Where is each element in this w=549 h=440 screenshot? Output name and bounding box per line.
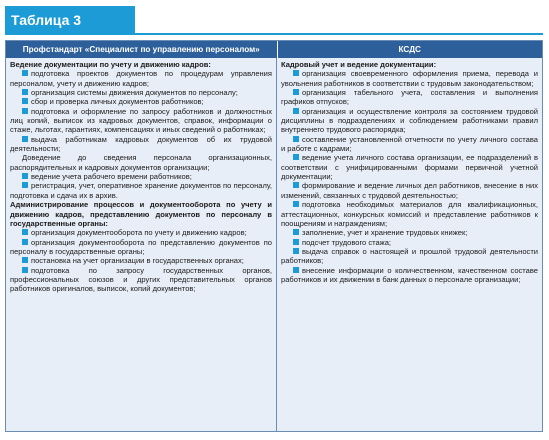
column-header-ksds: КСДС: [398, 45, 421, 54]
bullet-square-icon: [293, 267, 299, 273]
bullet-square-icon: [293, 154, 299, 160]
bullet-square-icon: [22, 89, 28, 95]
bullet-square-icon: [293, 136, 299, 142]
list-item: сбор и проверка личных документов работников;: [10, 97, 272, 106]
table-title: Таблица 3: [5, 6, 135, 34]
bullet-square-icon: [22, 182, 28, 188]
list-item: регистрация, учет, оперативное хранение документов по персоналу, подготовка и сдача их в архив.: [10, 181, 272, 200]
bullet-square-icon: [293, 70, 299, 76]
bullet-square-icon: [22, 267, 28, 273]
section-heading: Кадровый учет и ведение документации:: [281, 60, 437, 69]
section-heading: Ведение документации по учету и движению кадров:: [10, 60, 211, 69]
paragraph: Доведение до сведения персонала организационных, распорядительных и кадровых документов организации;: [10, 153, 272, 172]
list-item: внесение информации о количественном, качественном составе работников и их движении в банк данных о персонале организации;: [281, 265, 538, 284]
bullet-square-icon: [293, 108, 299, 114]
table-header: [6, 41, 542, 58]
list-item: выдача справок о настоящей и прошлой трудовой деятельности работников;: [281, 246, 538, 266]
bullet-square-icon: [293, 201, 299, 207]
bullet-square-icon: [293, 182, 299, 188]
bullet-square-icon: [22, 108, 28, 114]
bullet-square-icon: [22, 98, 28, 104]
comparison-table: [5, 40, 543, 432]
list-item: организация системы движения документов по персоналу;: [10, 88, 272, 97]
bullet-square-icon: [22, 229, 28, 235]
bullet-square-icon: [293, 89, 299, 95]
ksds-cell: [277, 58, 542, 431]
list-item: подсчет трудового стажа;: [281, 238, 538, 247]
list-item: ведение учета личного состава организации, ее подразделений в соответствии с унифицированными формами первичной учетной документации;: [281, 153, 538, 182]
list-item: организация документооборота по учету и движению кадров;: [10, 228, 272, 237]
bullet-square-icon: [293, 239, 299, 245]
title-divider: [5, 33, 543, 35]
list-item: подготовка проектов документов по процедурам управления персоналом, учету и движению кадров;: [10, 69, 272, 88]
bullet-square-icon: [293, 229, 299, 235]
list-item: организация и осуществление контроля за состоянием трудовой дисциплины в подразделениях и соблюдением работниками правил внутреннего трудового распорядка;: [281, 106, 538, 135]
list-item: подготовка необходимых материалов для квалификационных, аттестационных, конкурсных комиссий и представление работников к поощрениям и награждениям;: [281, 200, 538, 228]
section-heading: Администрирование процессов и документооборота по учету и движению кадров, представлению документов по персоналу в государственные органы:: [10, 200, 272, 228]
list-item: составление установленной отчетности по учету личного состава и работе с кадрами;: [281, 134, 538, 154]
list-item: выдача работникам кадровых документов об их трудовой деятельности;: [10, 134, 272, 154]
list-item: ведение учета рабочего времени работников;: [10, 172, 272, 181]
column-header-profstandard: Профстандарт «Специалист по управлению персоналом»: [6, 41, 278, 58]
bullet-square-icon: [22, 239, 28, 245]
bullet-square-icon: [22, 70, 28, 76]
list-item: организация документооборота по представлению документов по персоналу в государственные органы;: [10, 237, 272, 256]
list-item: подготовка и оформление по запросу работников и должностных лиц копий, выписок из кадровых документов, справок, информации о стаже, льготах, гарантиях, компенсациях и иных сведений о работниках;: [10, 106, 272, 135]
profstandard-cell: [6, 58, 277, 431]
list-item: организация табельного учета, составления и выполнения графиков отпусков;: [281, 88, 538, 107]
list-item: заполнение, учет и хранение трудовых книжек;: [281, 228, 538, 237]
bullet-square-icon: [22, 173, 28, 179]
list-item: постановка на учет организации в государственных органах;: [10, 256, 272, 265]
list-item: организация своевременного оформления приема, перевода и увольнения работников в соответствии с трудовым законодательством;: [281, 69, 538, 88]
bullet-square-icon: [22, 136, 28, 142]
bullet-square-icon: [293, 248, 299, 254]
bullet-square-icon: [22, 257, 28, 263]
list-item: формирование и ведение личных дел работников, внесение в них изменений, связанных с трудовой деятельностью;: [281, 181, 538, 200]
table-body: [6, 58, 542, 431]
list-item: подготовка по запросу государственных органов, профессиональных союзов и других представительных органов работников оригиналов, выписок, копий документов;: [10, 265, 272, 294]
